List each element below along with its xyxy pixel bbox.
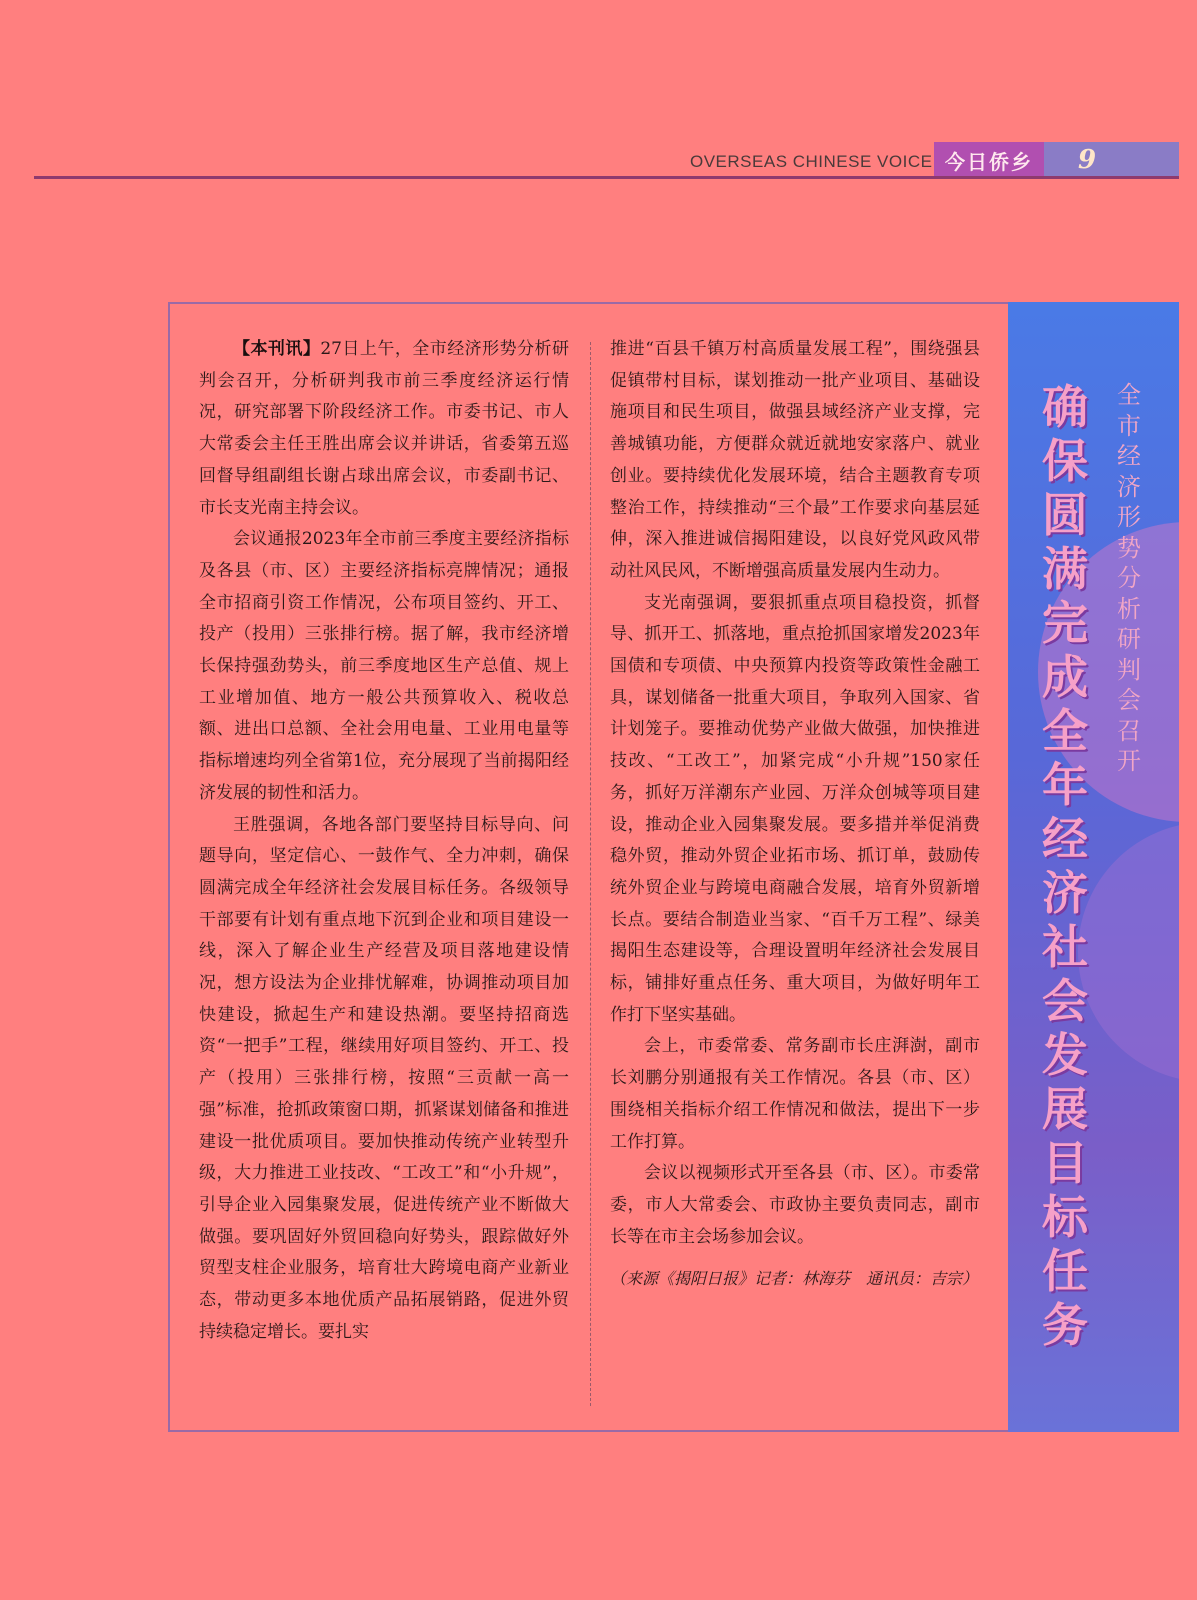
article-column-left <box>199 334 569 1349</box>
article-paragraph: 会上，市委常委、常务副市长庄湃澍，副市长刘鹏分别通报有关工作情况。各县（市、区）围绕相关指标介绍工作情况和做法，提出下一步工作打算。 <box>610 1036 980 1152</box>
article-title: 确保圆满完成全年经济社会发展目标任务 <box>1042 380 1088 1352</box>
header-rule <box>34 176 1179 179</box>
publication-name: OVERSEAS CHINESE VOICE <box>690 152 933 171</box>
section-badge: 今日侨乡 <box>934 142 1044 178</box>
article-paragraph: 会议通报2023年全市前三季度主要经济指标及各县（市、区）主要经济指标亮牌情况；通报全市招商引资工作情况，公布项目签约、开工、投产（投用）三张排行榜。据了解，我市经济增长保持强劲势头，前三季度地区生产总值、规上工业增加值、地方一般公共预算收入、税收总额、进出口总额、全社会用电量、工业用电量等指标增速均列全省第1位，充分展现了当前揭阳经济发展的韧性和活力。 <box>199 529 569 803</box>
title-banner <box>1008 302 1179 1432</box>
article-source: （来源《揭阳日报》记者：林海芬 通讯员：吉宗） <box>610 1269 979 1289</box>
article-paragraph: 支光南强调，要狠抓重点项目稳投资，抓督导、抓开工、抓落地，重点抢抓国家增发2023年国债和专项债、中央预算内投资等政策性金融工具，谋划储备一批重大项目，争取列入国家、省计划笼子。要推动优势产业做大做强，加快推进技改、“工改工”，加紧完成“小升规”150家任务，抓好万洋潮东产业园、万洋众创城等项目建设，推动企业入园集聚发展。要多措并举促消费稳外贸，推动外贸企业拓市场、抓订单，鼓励传统外贸企业与跨境电商融合发展，培育外贸新增长点。要结合制造业当家、“百千万工程”、绿美揭阳生态建设等，合理设置明年经济社会发展目标，铺排好重点任务、重大项目，为做好明年工作打下坚实基础。 <box>610 592 980 1025</box>
page-number: 9 <box>1044 142 1179 178</box>
article-lead-label: 【本刊讯】 <box>233 339 321 359</box>
article-paragraph <box>199 334 569 524</box>
article-column-right <box>610 334 980 1295</box>
article-lead-text: 27日上午，全市经济形势分析研判会召开，分析研判我市前三季度经济运行情况，研究部署下阶段经济工作。市委书记、市人大常委会主任王胜出席会议并讲话，省委第五巡回督导组副组长谢占球出席会议，市委副书记、市长支光南主持会议。 <box>199 339 569 518</box>
column-divider <box>590 342 591 1406</box>
article-paragraph: 推进“百县千镇万村高质量发展工程”，围绕强县促镇带村目标，谋划推动一批产业项目、基础设施项目和民生项目，做强县域经济产业支撑，完善城镇功能，方便群众就近就地安家落户、就业创业。要持续优化发展环境，结合主题教育专项整治工作，持续推动“三个最”工作要求向基层延伸，深入推进诚信揭阳建设，以良好党风政风带动社风民风，不断增强高质量发展内生动力。 <box>610 339 980 581</box>
article-paragraph: 会议以视频形式开至各县（市、区）。市委常委，市人大常委会、市政协主要负责同志，副市长等在市主会场参加会议。 <box>610 1163 980 1247</box>
article-paragraph: 王胜强调，各地各部门要坚持目标导向、问题导向，坚定信心、一鼓作气、全力冲刺，确保圆满完成全年经济社会发展目标任务。各级领导干部要有计划有重点地下沉到企业和项目建设一线，深入了解企业生产经营及项目落地建设情况，想方设法为企业排忧解难，协调推动项目加快建设，掀起生产和建设热潮。要坚持招商选资“一把手”工程，继续用好项目签约、开工、投产（投用）三张排行榜，按照“三贡献一高一强”标准，抢抓政策窗口期，抓紧谋划储备和推进建设一批优质项目。要加快推动传统产业转型升级，大力推进工业技改、“工改工”和“小升规”，引导企业入园集聚发展，促进传统产业不断做大做强。要巩固好外贸回稳向好势头，跟踪做好外贸型支柱企业服务，培育壮大跨境电商产业新业态，带动更多本地优质产品拓展销路，促进外贸持续稳定增长。要扎实 <box>199 814 569 1342</box>
article-subtitle: 全市经济形势分析研判会召开 <box>1117 381 1141 775</box>
